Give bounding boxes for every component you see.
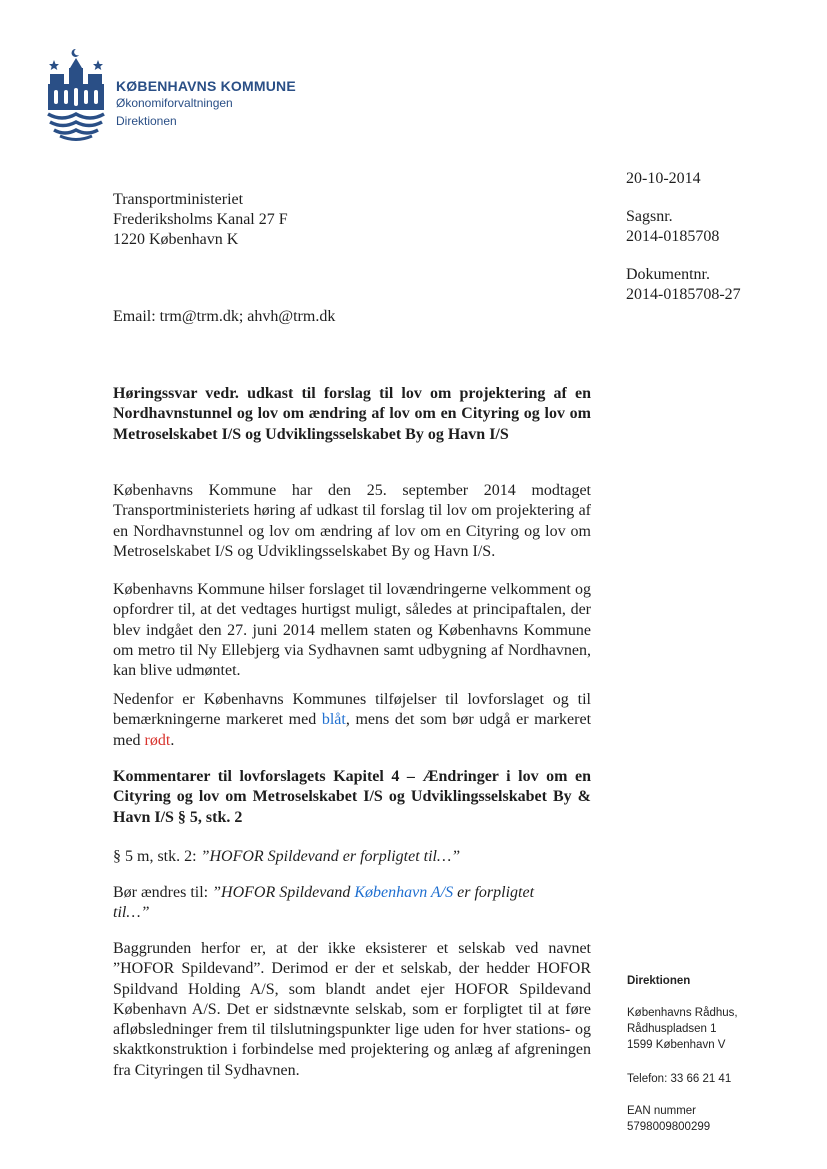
case-number-label: Sagsnr. (626, 208, 673, 225)
paragraph-background: Baggrunden herfor er, at der ikke eksisterer et selskab ved navnet ”HOFOR Spildevand”. Derimod er der et selskab, der hedder HOFOR Spildvand Holding A/S, som blandt andet ejer HOFOR Spildevand København A/S. Det er sidstnævnte selskab, som er forpligtet til at føre afløbsledninger frem til tilslutningspunkter lige uden for hver stations- og skaktkonstruktion i forbindelse med projektering og anlæg af afgreningen fra Cityringen til Sydhavnen. (113, 940, 591, 1079)
change-line (113, 883, 563, 924)
paragraph-1: Københavns Kommune har den 25. september 2014 modtaget Transportministeriets høring af udkast til forslag til lov om projektering af en Nordhavnstunnel og lov om ændring af lov om en Cityring og lov om Metroselskabet I/S og Udviklingsselskabet By og Havn I/S. (113, 482, 591, 560)
recipient-email: Email: trm@trm.dk; ahvh@trm.dk (113, 308, 336, 325)
footer-ean: 5798009800299 (627, 1121, 711, 1133)
blue-marker-text: blåt (321, 711, 346, 729)
recipient-line-1: Transportministeriet (113, 191, 244, 208)
quote-prefix: § 5 m, stk. 2: (113, 848, 201, 865)
recipient-line-3: 1220 København K (113, 231, 239, 248)
footer-title: Direktionen (627, 975, 691, 987)
change-prefix: Bør ændres til: (113, 884, 213, 901)
recipient-line-2: Frederiksholms Kanal 27 F (113, 211, 288, 228)
change-blue-text: København A/S (354, 884, 454, 901)
paragraph-3-text-b: , mens det som bør udgå er markeret med (113, 711, 592, 749)
comment-heading: Kommentarer til lovforslagets Kapitel 4 – Ændringer i lov om en Cityring og lov om Metroselskabet I/S og Udviklingsselskabet By & Havn I/S § 5, stk. 2 (113, 768, 591, 826)
footer-address-3: 1599 København V (627, 1039, 726, 1051)
paragraph-3 (113, 690, 591, 751)
document-number-label: Dokumentnr. (626, 266, 710, 283)
kobenhavn-coat-of-arms-logo (46, 46, 106, 142)
change-text-a: ”HOFOR Spildevand (212, 884, 355, 901)
org-division: Direktionen (116, 114, 177, 128)
quote-text: ”HOFOR Spildevand er forpligtet til…” (200, 848, 461, 865)
document-number: 2014-0185708-27 (626, 286, 741, 303)
case-number: 2014-0185708 (626, 228, 720, 245)
letter-date: 20-10-2014 (626, 170, 701, 187)
paragraph-3-text-a: Nedenfor er Københavns Kommunes tilføjelser til lovforslaget og til bemærkningerne markeret med (113, 691, 591, 729)
org-name: KØBENHAVNS KOMMUNE (116, 78, 296, 94)
footer-ean-label: EAN nummer (627, 1105, 697, 1117)
footer-address-1: Københavns Rådhus, (627, 1007, 738, 1019)
letter-subject: Høringssvar vedr. udkast til forslag til lov om projektering af en Nordhavnstunnel og lov om ændring af lov om en Cityring og lov om Metroselskabet I/S og Udviklingsselskabet By og Havn I/S (113, 385, 591, 443)
org-department: Økonomiforvaltningen (116, 96, 233, 110)
paragraph-3-text-c: . (170, 731, 175, 749)
footer-phone: Telefon: 33 66 21 41 (627, 1073, 732, 1085)
quote-line (113, 847, 591, 867)
red-marker-text: rødt (144, 731, 171, 749)
footer-address-2: Rådhuspladsen 1 (627, 1023, 717, 1035)
change-text-b: er forpligtet til…” (113, 884, 535, 922)
paragraph-2: Københavns Kommune hilser forslaget til lovændringerne velkomment og opfordrer til, at det vedtages hurtigst muligt, således at principaftalen, der blev indgået den 27. juni 2014 mellem staten og Københavns Kommune om metro til Ny Ellebjerg via Sydhavnen samt udbygning af Nordhavnen, kan blive udmøntet. (113, 581, 591, 680)
